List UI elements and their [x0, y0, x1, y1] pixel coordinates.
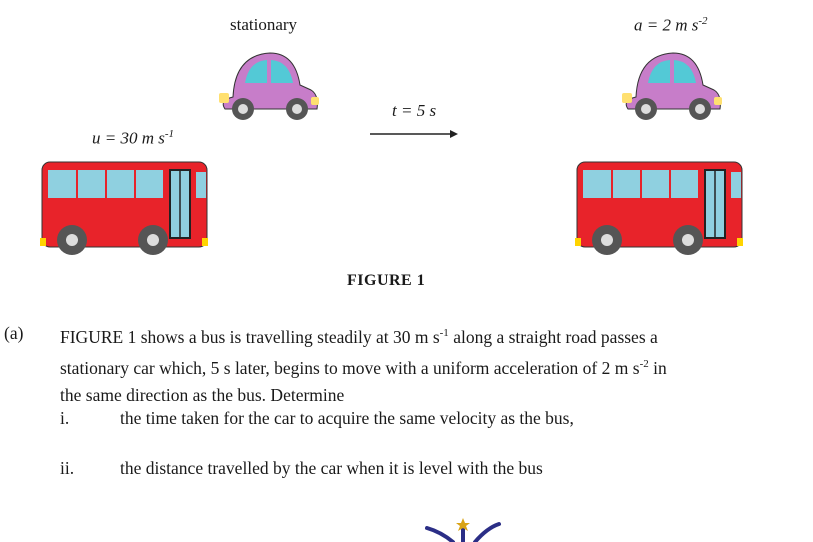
figure-caption: FIGURE 1: [347, 272, 426, 289]
car-stationary-label: stationary: [230, 15, 298, 34]
question-line-1: FIGURE 1 shows a bus is travelling steadily at 30 m $s^{-1}$ along a straight road passes a: [60, 326, 658, 347]
question-body: [60, 320, 805, 409]
bus-left: [40, 160, 212, 260]
sub-question-2-number: ii.: [60, 458, 75, 478]
time-arrow: [370, 128, 460, 140]
bus-right: [575, 160, 747, 260]
question-part-label: (a): [4, 323, 24, 343]
time-label: t = 5 s: [392, 101, 437, 120]
car-left: [215, 45, 325, 125]
sub-question-1-number: i.: [60, 408, 70, 428]
question-line-2: stationary car which, 5 s later, begins to move with a uniform acceleration of 2 m $s^{-2}$ in: [60, 357, 667, 378]
logo-fragment: [425, 518, 515, 542]
car-right: [618, 45, 728, 125]
question-line-3: the same direction as the bus. Determine: [60, 384, 345, 405]
initial-velocity-label: u = 30 m $s^{-1}$: [92, 128, 175, 148]
sub-question-1-text: the time taken for the car to acquire the same velocity as the bus,: [120, 408, 574, 428]
sub-question-2-text: the distance travelled by the car when it is level with the bus: [120, 458, 543, 478]
acceleration-label: a = 2 m $s^{-2}$: [634, 15, 708, 35]
